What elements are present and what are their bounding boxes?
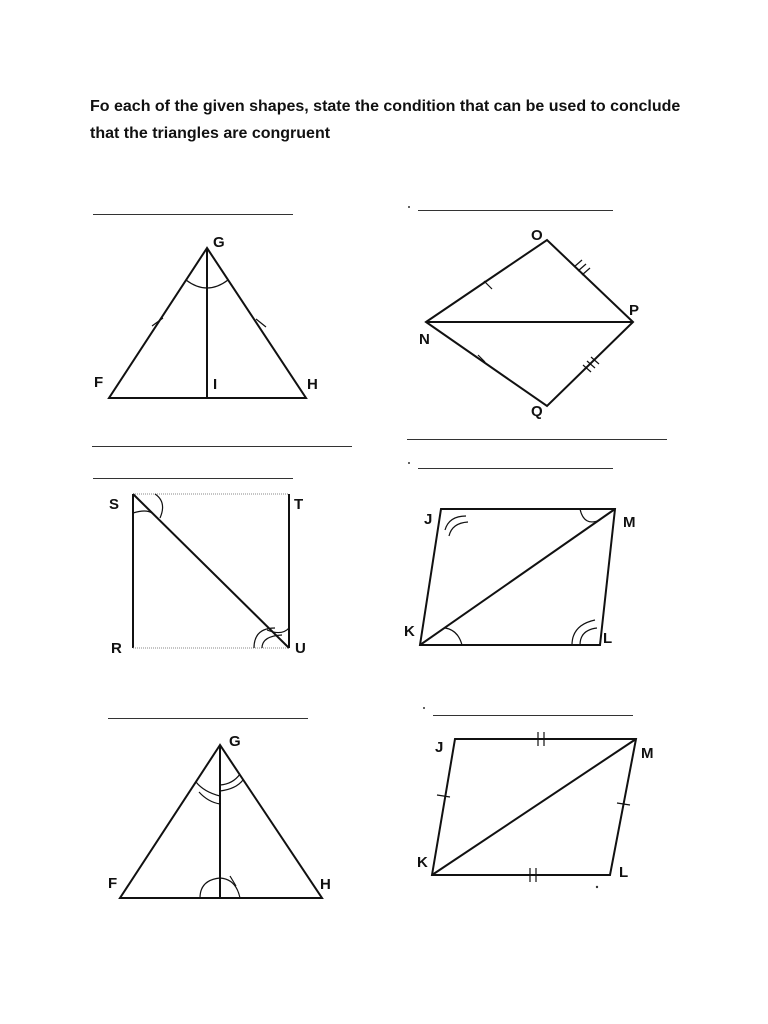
label-l: L [619,864,629,881]
label-q: Q [531,403,543,420]
figure-3-rectangle-stur [109,494,306,657]
diagonal-su [133,494,289,648]
label-k: K [417,854,428,871]
angle-arc [580,628,597,645]
label-n: N [419,331,430,348]
angle-arc [572,620,595,645]
label-f: F [108,875,118,892]
angle-arc [220,878,240,898]
label-m: M [623,514,636,531]
tick-mark [578,264,586,271]
label-i: I [213,376,218,393]
angle-arc [200,878,220,898]
angle-arc [445,628,462,645]
angle-arc [196,782,220,796]
figure-2-kite-nopq [419,227,639,420]
label-k: K [404,623,415,640]
label-h: H [307,376,318,393]
tick-mark [574,260,582,267]
stray-dot [596,886,598,888]
figure-4-parallelogram-jmlk [404,509,636,647]
diagonal-km [432,739,636,875]
angle-arc [449,522,468,536]
figure-6-parallelogram-jmlk [417,732,654,882]
tick-mark [484,281,492,289]
angle-arc [220,774,240,785]
label-g: G [229,733,241,750]
angle-arc [199,792,220,804]
figure-1-triangle-fgh [94,234,318,398]
tick-mark [582,268,590,275]
label-s: S [109,496,120,513]
tick-mark [437,795,450,797]
diagonal-km [420,509,615,645]
instructions-text: Fo each of the given shapes, state the condition that can be used to conclude that the triangles are congruent [90,98,681,142]
label-p: P [629,302,640,319]
angle-arc [133,511,152,513]
label-j: J [435,739,444,756]
angle-arc [155,494,163,518]
label-o: O [531,227,543,244]
label-f: F [94,374,104,391]
label-r: R [111,640,122,657]
label-l: L [603,630,613,647]
label-u: U [295,640,306,657]
label-j: J [424,511,433,528]
angle-arc [580,509,600,522]
label-m: M [641,745,654,762]
figure-5-triangle-fgh [108,733,331,898]
label-t: T [294,496,304,513]
label-g: G [213,234,225,251]
label-h: H [320,876,331,893]
